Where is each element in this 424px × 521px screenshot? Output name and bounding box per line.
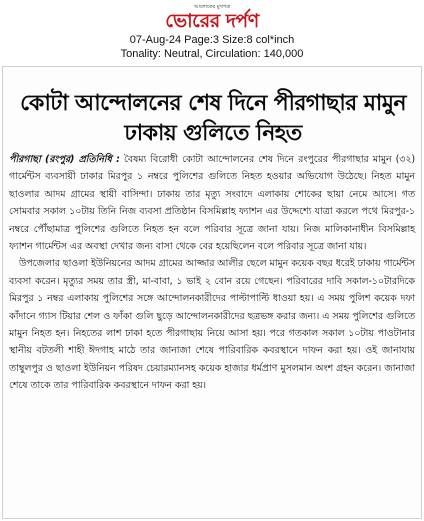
clipping-header bbox=[0, 0, 424, 66]
paragraph-text: উপজেলার ছাওলা ইউনিয়নের আদম গ্রামের আজ্জার আলীর ছেলে মামুন কয়েক বছর ধরেই ঢাকায় গার্মেন্টস ব্যবসা করেন। মৃত্যুর সময় তার স্ত্রী, মা-বাবা, ১ ভাই ২ বোন রয়ে গেছেন। পরিবারের দাবি সকাল-১০টারদিকে মিরপুর ১ নম্বর এলাকায় পুলিশের সঙ্গে আন্দোলনকারীদের পাল্টাপাল্টি ধাওয়া হয়। এ সময় পুলিশ কয়েক দফা কাঁদানে গ্যাস টিয়ার শেল ও ফাঁকা গুলি ছুড়ে আন্দোলনকারীদের ছত্রভঙ্গ করার জন্য। এ সময় পুলিশের গুলিতে মামুন নিহত হন। নিহতের লাশ ঢাকা হতে পীরগাছায় নিয়ে আসা হয়। পরে গতকাল সকাল ১০টায় পাওটানার স্থানীয় বটতলী শাহী ঈদগাহ মাঠে তার জানাজা শেষে পারিবারিক কবরস্থানে দাফন করা হয়। ওই জানাযায় তাম্বুলপুর ও ছাওলা ইউনিয়ন পরিষদ চেয়ারম্যানসহ কয়েক হাজার ধর্মপ্রাণ মুসলমান অংশ গ্রহন করেন। জানাজা শেষে তাকে তার পারিবারিক কবরস্থানে দাফন করা হয়। bbox=[9, 258, 415, 392]
article-headline: কোটা আন্দোলনের শেষ দিনে পীরগাছার মামুন ঢাকায় গুলিতে নিহত bbox=[20, 91, 406, 146]
masthead bbox=[0, 4, 424, 32]
publication-logo: ভোরের দর্পণ bbox=[165, 10, 259, 32]
article-body bbox=[9, 151, 415, 395]
article-paragraph bbox=[9, 151, 415, 255]
article-clipping bbox=[2, 66, 422, 519]
clipping-stats-line: Tonality: Neutral, Circulation: 140,000 bbox=[120, 48, 304, 60]
article-dateline: পীরগাছা (রংপুর) প্রতিনিধি : bbox=[9, 154, 120, 165]
paragraph-text: বৈষম্য বিরোধী কোটা আন্দোলনের শেষ দিনে রংপুরের পীরগাছার মামুন (৩২) গার্মেন্টস ব্যবসায়ী ঢাকার মিরপুর ১ নম্বরে পুলিশের গুলিতে নিহত হওয়ার অভিযোগ উঠেছে। নিহত মামুন ছাওলার আদম গ্রামের স্থায়ী বাসিন্দা। ঢাকায় তার মৃত্যু সংবাদে এলাকায় শোকের ছায়া নেমে আসে। গত সোমবার সকাল ১০টায় তিনি নিজ ব্যবসা প্রতিষ্ঠান বিসমিল্লাহ ফ্যাশন এর উদ্দেশ্যে যাত্রা করলে পথে মিরপুর-১ নম্বরে পৌঁছামাত্র পুলিশের গুলিতে নিহত হন বলে পরিবার সূত্রে জানা যায়। নিজ মালিকানাধীন বিসমিল্লাহ ফ্যাশন গার্মেন্টস এর অবস্থা দেখার জন্য বাসা থেকে বের হয়েছিলেন বলে পরিবার সূত্রে জানা যায়। bbox=[9, 154, 416, 253]
clipping-meta-line: 07-Aug-24 Page:3 Size:8 col*inch bbox=[129, 34, 295, 46]
article-paragraph bbox=[9, 255, 415, 394]
masthead-tagline: আলোকের মুখপত্র bbox=[194, 4, 230, 10]
